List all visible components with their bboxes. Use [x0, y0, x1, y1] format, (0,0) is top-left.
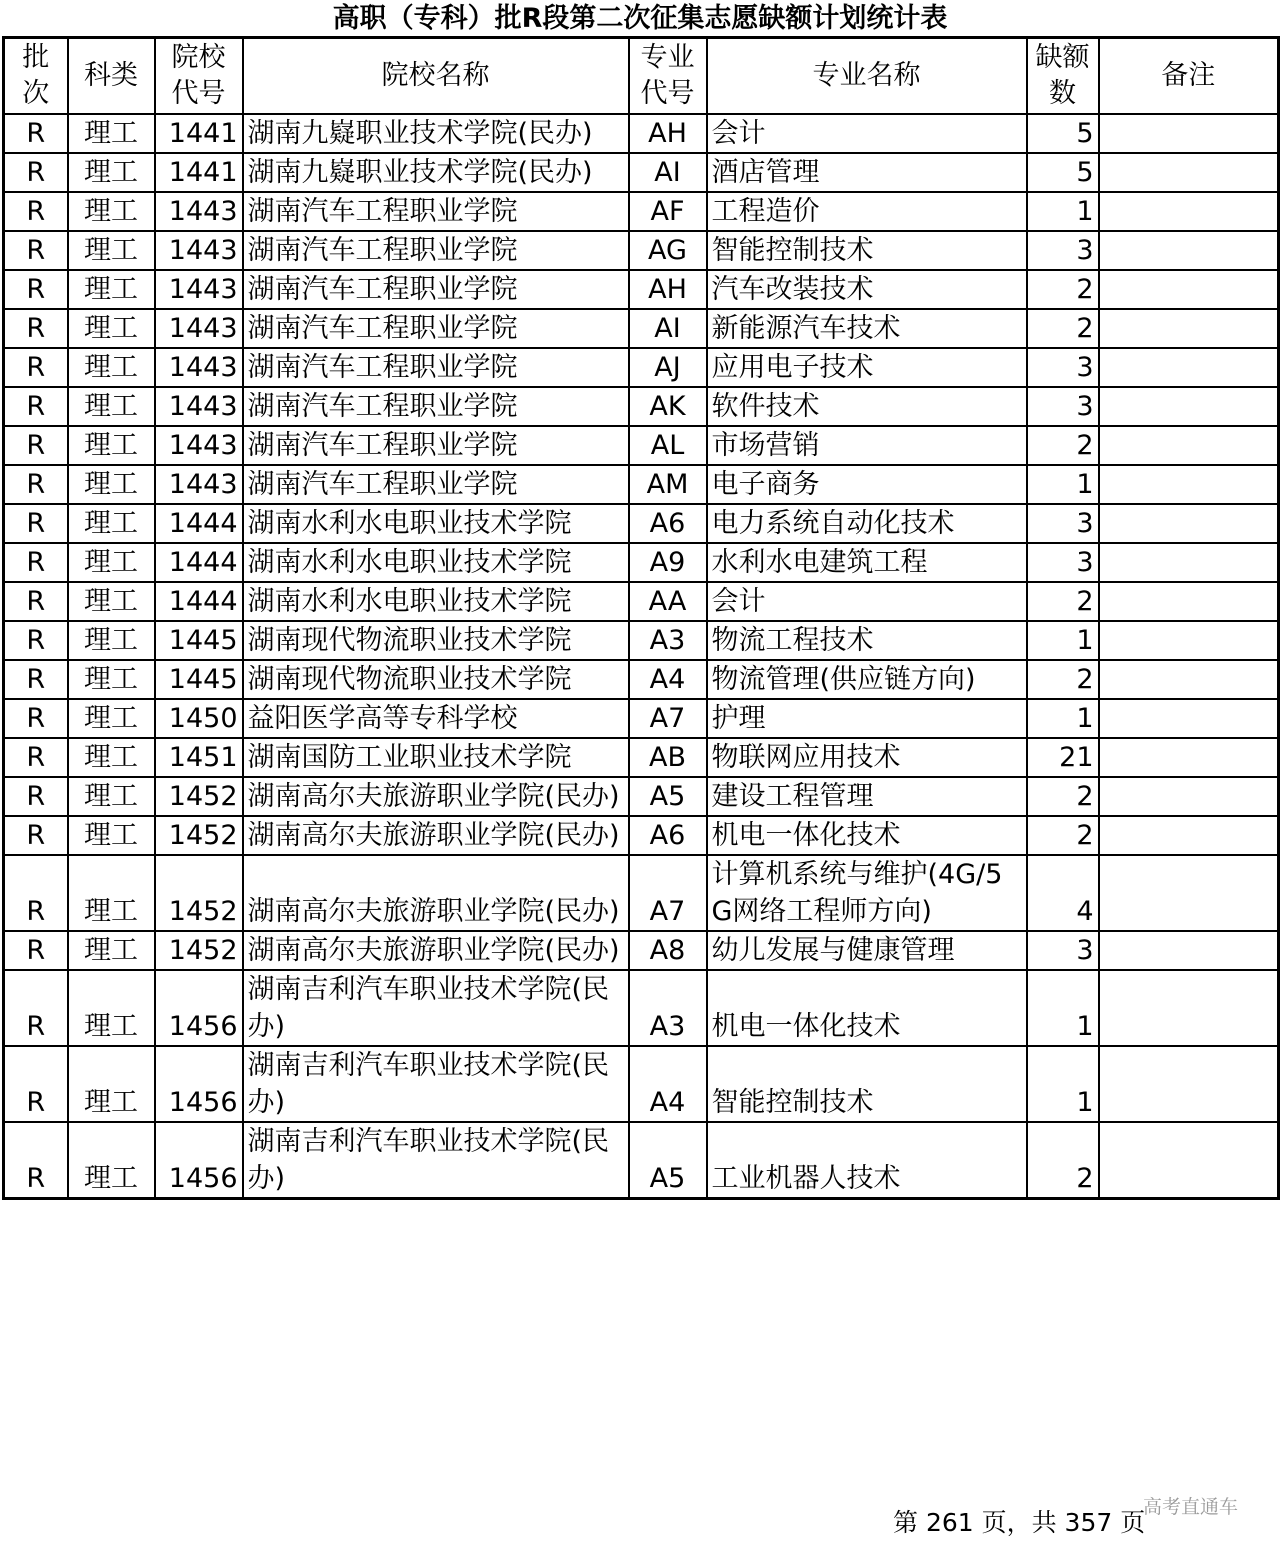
major-code-cell: A4	[629, 660, 707, 699]
school-name-cell: 湖南水利水电职业技术学院	[243, 543, 629, 582]
major-name-cell: 智能控制技术	[707, 231, 1027, 270]
category-cell: 理工	[68, 426, 155, 465]
table-row	[4, 387, 1279, 426]
vacancies-cell: 5	[1027, 114, 1099, 153]
major-name-cell: 机电一体化技术	[707, 970, 1027, 1046]
remarks-cell	[1099, 387, 1279, 426]
major-code-cell: A9	[629, 543, 707, 582]
major-code-cell: AH	[629, 270, 707, 309]
table-row	[4, 270, 1279, 309]
table-row	[4, 777, 1279, 816]
category-cell: 理工	[68, 738, 155, 777]
table-body	[4, 114, 1279, 1199]
batch-cell: R	[4, 309, 68, 348]
table-row	[4, 504, 1279, 543]
major-name-cell: 新能源汽车技术	[707, 309, 1027, 348]
major-code-cell: AI	[629, 153, 707, 192]
school-code-cell: 1445	[155, 660, 243, 699]
school-code-cell: 1443	[155, 192, 243, 231]
category-cell: 理工	[68, 1046, 155, 1122]
school-code-cell: 1452	[155, 816, 243, 855]
category-cell: 理工	[68, 855, 155, 931]
school-code-cell: 1450	[155, 699, 243, 738]
vacancies-cell: 3	[1027, 504, 1099, 543]
major-code-cell: A4	[629, 1046, 707, 1122]
major-name-cell: 市场营销	[707, 426, 1027, 465]
header-remarks: 备注	[1099, 38, 1279, 114]
remarks-cell	[1099, 660, 1279, 699]
category-cell: 理工	[68, 582, 155, 621]
school-name-cell: 湖南吉利汽车职业技术学院(民办)	[243, 1122, 629, 1199]
major-name-cell: 电力系统自动化技术	[707, 504, 1027, 543]
remarks-cell	[1099, 855, 1279, 931]
vacancies-cell: 3	[1027, 231, 1099, 270]
school-code-cell: 1456	[155, 1122, 243, 1199]
batch-cell: R	[4, 738, 68, 777]
batch-cell: R	[4, 582, 68, 621]
remarks-cell	[1099, 738, 1279, 777]
major-name-cell: 计算机系统与维护(4G/5G网络工程师方向)	[707, 855, 1027, 931]
major-name-cell: 护理	[707, 699, 1027, 738]
batch-cell: R	[4, 660, 68, 699]
major-name-cell: 会计	[707, 582, 1027, 621]
major-code-cell: AG	[629, 231, 707, 270]
batch-cell: R	[4, 153, 68, 192]
school-code-cell: 1443	[155, 348, 243, 387]
school-name-cell: 湖南九嶷职业技术学院(民办)	[243, 114, 629, 153]
school-code-cell: 1456	[155, 970, 243, 1046]
major-code-cell: A7	[629, 699, 707, 738]
batch-cell: R	[4, 621, 68, 660]
table-row	[4, 192, 1279, 231]
school-name-cell: 湖南高尔夫旅游职业学院(民办)	[243, 931, 629, 970]
school-code-cell: 1443	[155, 465, 243, 504]
vacancies-cell: 1	[1027, 970, 1099, 1046]
vacancies-cell: 2	[1027, 816, 1099, 855]
batch-cell: R	[4, 931, 68, 970]
major-code-cell: AI	[629, 309, 707, 348]
school-name-cell: 湖南现代物流职业技术学院	[243, 660, 629, 699]
major-code-cell: AF	[629, 192, 707, 231]
major-name-cell: 软件技术	[707, 387, 1027, 426]
remarks-cell	[1099, 777, 1279, 816]
major-name-cell: 物流工程技术	[707, 621, 1027, 660]
school-code-cell: 1443	[155, 309, 243, 348]
school-name-cell: 湖南汽车工程职业学院	[243, 231, 629, 270]
remarks-cell	[1099, 153, 1279, 192]
school-name-cell: 湖南汽车工程职业学院	[243, 309, 629, 348]
school-code-cell: 1444	[155, 504, 243, 543]
batch-cell: R	[4, 1046, 68, 1122]
category-cell: 理工	[68, 192, 155, 231]
vacancies-cell: 3	[1027, 543, 1099, 582]
remarks-cell	[1099, 504, 1279, 543]
school-code-cell: 1452	[155, 855, 243, 931]
remarks-cell	[1099, 816, 1279, 855]
remarks-cell	[1099, 621, 1279, 660]
major-code-cell: AM	[629, 465, 707, 504]
page-title: 高职（专科）批R段第二次征集志愿缺额计划统计表	[332, 3, 948, 34]
header-batch: 批次	[4, 38, 68, 114]
school-name-cell: 湖南汽车工程职业学院	[243, 270, 629, 309]
remarks-cell	[1099, 270, 1279, 309]
category-cell: 理工	[68, 153, 155, 192]
remarks-cell	[1099, 348, 1279, 387]
vacancies-cell: 1	[1027, 699, 1099, 738]
vacancies-cell: 5	[1027, 153, 1099, 192]
batch-cell: R	[4, 387, 68, 426]
school-name-cell: 湖南汽车工程职业学院	[243, 465, 629, 504]
remarks-cell	[1099, 970, 1279, 1046]
school-name-cell: 湖南高尔夫旅游职业学院(民办)	[243, 777, 629, 816]
vacancies-cell: 4	[1027, 855, 1099, 931]
table-row	[4, 816, 1279, 855]
vacancies-cell: 21	[1027, 738, 1099, 777]
major-code-cell: AK	[629, 387, 707, 426]
batch-cell: R	[4, 465, 68, 504]
table-row	[4, 465, 1279, 504]
category-cell: 理工	[68, 816, 155, 855]
category-cell: 理工	[68, 621, 155, 660]
remarks-cell	[1099, 192, 1279, 231]
table-row	[4, 1046, 1279, 1122]
header-major-code: 专业代号	[629, 38, 707, 114]
vacancies-cell: 1	[1027, 465, 1099, 504]
school-name-cell: 湖南高尔夫旅游职业学院(民办)	[243, 816, 629, 855]
batch-cell: R	[4, 192, 68, 231]
remarks-cell	[1099, 582, 1279, 621]
table-row	[4, 426, 1279, 465]
table-row	[4, 348, 1279, 387]
header-school-code: 院校代号	[155, 38, 243, 114]
batch-cell: R	[4, 114, 68, 153]
major-code-cell: A7	[629, 855, 707, 931]
remarks-cell	[1099, 699, 1279, 738]
major-name-cell: 工程造价	[707, 192, 1027, 231]
batch-cell: R	[4, 348, 68, 387]
major-code-cell: AJ	[629, 348, 707, 387]
school-code-cell: 1445	[155, 621, 243, 660]
remarks-cell	[1099, 426, 1279, 465]
school-code-cell: 1444	[155, 543, 243, 582]
major-name-cell: 物联网应用技术	[707, 738, 1027, 777]
vacancies-cell: 3	[1027, 387, 1099, 426]
table-row	[4, 309, 1279, 348]
school-code-cell: 1441	[155, 153, 243, 192]
school-code-cell: 1443	[155, 387, 243, 426]
category-cell: 理工	[68, 348, 155, 387]
vacancies-cell: 3	[1027, 348, 1099, 387]
major-code-cell: AB	[629, 738, 707, 777]
category-cell: 理工	[68, 970, 155, 1046]
category-cell: 理工	[68, 504, 155, 543]
major-code-cell: A6	[629, 504, 707, 543]
school-name-cell: 湖南汽车工程职业学院	[243, 348, 629, 387]
major-code-cell: A8	[629, 931, 707, 970]
school-code-cell: 1451	[155, 738, 243, 777]
remarks-cell	[1099, 1046, 1279, 1122]
major-name-cell: 应用电子技术	[707, 348, 1027, 387]
vacancies-cell: 3	[1027, 931, 1099, 970]
category-cell: 理工	[68, 543, 155, 582]
school-name-cell: 湖南国防工业职业技术学院	[243, 738, 629, 777]
table-row	[4, 114, 1279, 153]
batch-cell: R	[4, 777, 68, 816]
major-code-cell: A5	[629, 1122, 707, 1199]
school-code-cell: 1444	[155, 582, 243, 621]
table-row	[4, 699, 1279, 738]
header-category: 科类	[68, 38, 155, 114]
major-name-cell: 幼儿发展与健康管理	[707, 931, 1027, 970]
major-name-cell: 会计	[707, 114, 1027, 153]
remarks-cell	[1099, 309, 1279, 348]
major-code-cell: A6	[629, 816, 707, 855]
table-row	[4, 660, 1279, 699]
batch-cell: R	[4, 699, 68, 738]
batch-cell: R	[4, 543, 68, 582]
school-name-cell: 湖南吉利汽车职业技术学院(民办)	[243, 970, 629, 1046]
major-name-cell: 建设工程管理	[707, 777, 1027, 816]
batch-cell: R	[4, 855, 68, 931]
category-cell: 理工	[68, 114, 155, 153]
major-code-cell: A5	[629, 777, 707, 816]
category-cell: 理工	[68, 931, 155, 970]
category-cell: 理工	[68, 660, 155, 699]
major-name-cell: 智能控制技术	[707, 1046, 1027, 1122]
batch-cell: R	[4, 816, 68, 855]
batch-cell: R	[4, 231, 68, 270]
major-name-cell: 工业机器人技术	[707, 1122, 1027, 1199]
vacancies-cell: 2	[1027, 270, 1099, 309]
school-name-cell: 湖南高尔夫旅游职业学院(民办)	[243, 855, 629, 931]
category-cell: 理工	[68, 309, 155, 348]
header-school-name: 院校名称	[243, 38, 629, 114]
category-cell: 理工	[68, 699, 155, 738]
school-name-cell: 湖南汽车工程职业学院	[243, 426, 629, 465]
vacancies-cell: 2	[1027, 1122, 1099, 1199]
remarks-cell	[1099, 931, 1279, 970]
major-code-cell: A3	[629, 970, 707, 1046]
remarks-cell	[1099, 1122, 1279, 1199]
remarks-cell	[1099, 114, 1279, 153]
table-header-row	[4, 38, 1279, 114]
school-name-cell: 湖南九嶷职业技术学院(民办)	[243, 153, 629, 192]
category-cell: 理工	[68, 387, 155, 426]
page-footer: 第 261 页，共 357 页	[893, 1508, 1146, 1537]
school-code-cell: 1452	[155, 931, 243, 970]
vacancies-cell: 2	[1027, 582, 1099, 621]
vacancies-cell: 1	[1027, 192, 1099, 231]
school-name-cell: 湖南汽车工程职业学院	[243, 387, 629, 426]
table-row	[4, 153, 1279, 192]
school-code-cell: 1443	[155, 231, 243, 270]
major-name-cell: 汽车改装技术	[707, 270, 1027, 309]
vacancies-cell: 1	[1027, 1046, 1099, 1122]
header-major-name: 专业名称	[707, 38, 1027, 114]
category-cell: 理工	[68, 270, 155, 309]
school-name-cell: 湖南现代物流职业技术学院	[243, 621, 629, 660]
table-row	[4, 970, 1279, 1046]
table-row	[4, 855, 1279, 931]
major-code-cell: AA	[629, 582, 707, 621]
school-name-cell: 湖南水利水电职业技术学院	[243, 504, 629, 543]
school-name-cell: 湖南水利水电职业技术学院	[243, 582, 629, 621]
batch-cell: R	[4, 970, 68, 1046]
school-code-cell: 1452	[155, 777, 243, 816]
school-code-cell: 1441	[155, 114, 243, 153]
category-cell: 理工	[68, 231, 155, 270]
table-row	[4, 621, 1279, 660]
school-code-cell: 1443	[155, 270, 243, 309]
batch-cell: R	[4, 504, 68, 543]
major-name-cell: 电子商务	[707, 465, 1027, 504]
batch-cell: R	[4, 270, 68, 309]
vacancies-cell: 2	[1027, 309, 1099, 348]
major-code-cell: AH	[629, 114, 707, 153]
vacancy-table	[2, 36, 1280, 1200]
table-row	[4, 738, 1279, 777]
major-name-cell: 酒店管理	[707, 153, 1027, 192]
table-row	[4, 231, 1279, 270]
school-code-cell: 1443	[155, 426, 243, 465]
remarks-cell	[1099, 231, 1279, 270]
batch-cell: R	[4, 426, 68, 465]
major-name-cell: 水利水电建筑工程	[707, 543, 1027, 582]
category-cell: 理工	[68, 777, 155, 816]
table-row	[4, 931, 1279, 970]
school-name-cell: 湖南吉利汽车职业技术学院(民办)	[243, 1046, 629, 1122]
vacancies-cell: 2	[1027, 426, 1099, 465]
vacancies-cell: 1	[1027, 621, 1099, 660]
header-vacancies: 缺额数	[1027, 38, 1099, 114]
major-name-cell: 物流管理(供应链方向)	[707, 660, 1027, 699]
batch-cell: R	[4, 1122, 68, 1199]
table-row	[4, 582, 1279, 621]
remarks-cell	[1099, 465, 1279, 504]
school-name-cell: 益阳医学高等专科学校	[243, 699, 629, 738]
major-name-cell: 机电一体化技术	[707, 816, 1027, 855]
category-cell: 理工	[68, 1122, 155, 1199]
watermark: 高考直通车	[1143, 1496, 1239, 1518]
school-code-cell: 1456	[155, 1046, 243, 1122]
major-code-cell: A3	[629, 621, 707, 660]
table-row	[4, 543, 1279, 582]
school-name-cell: 湖南汽车工程职业学院	[243, 192, 629, 231]
category-cell: 理工	[68, 465, 155, 504]
remarks-cell	[1099, 543, 1279, 582]
vacancies-cell: 2	[1027, 777, 1099, 816]
major-code-cell: AL	[629, 426, 707, 465]
table-row	[4, 1122, 1279, 1199]
vacancies-cell: 2	[1027, 660, 1099, 699]
